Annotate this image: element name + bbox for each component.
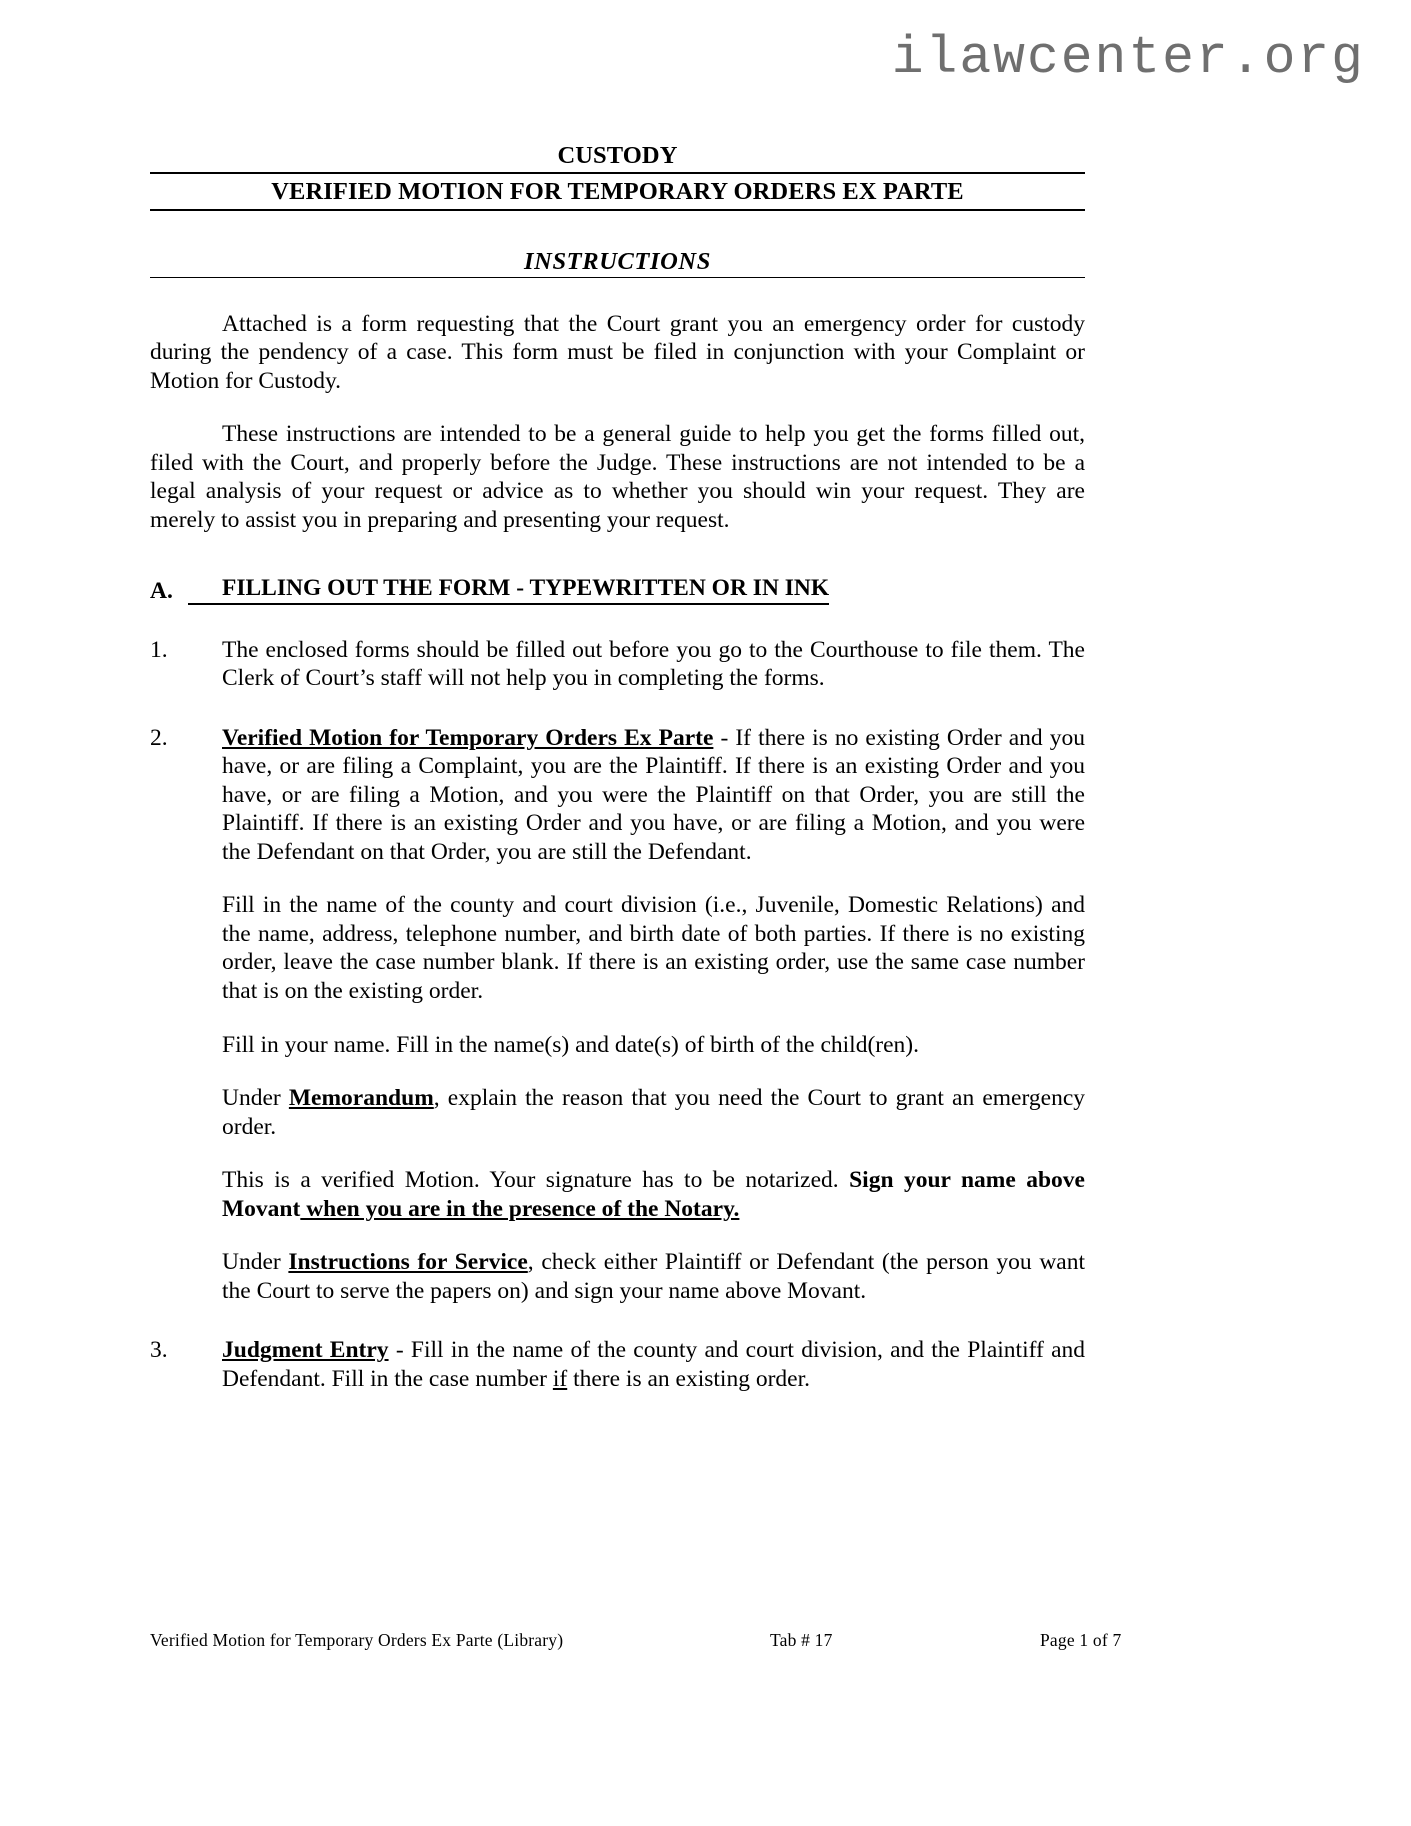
list-item	[150, 1336, 1085, 1393]
list-item-text: - If there is no existing Order and you have, or are filing a Complaint, you are the Plaintiff. If there is an existing Order and you have, or are filing a Motion, and you were the Plaintiff on that Order, you are still the Plaintiff. If there is an existing Order and you have, or are filing a Motion, and you were the Defendant on that Order, you are still the Defendant.	[222, 724, 1085, 865]
spacer	[150, 395, 1085, 420]
document-title-line-2: VERIFIED MOTION FOR TEMPORARY ORDERS EX PARTE	[150, 176, 1085, 210]
list-item-paragraph	[222, 1084, 1085, 1141]
text-fragment: Under	[222, 1249, 289, 1276]
intro-paragraph-1: Attached is a form requesting that the Court grant you an emergency order for custody during the pendency of a case. This form must be filed in conjunction with your Complaint or Motion for Custody.	[150, 310, 1085, 394]
list-item	[150, 636, 1085, 693]
list-item-paragraph	[222, 1166, 1085, 1223]
emphasis-sign-your-name: Sign your name above Movant	[222, 1167, 1085, 1222]
page-footer	[150, 1630, 1180, 1651]
text-fragment: , check either Plaintiff or Defendant (the person you want the Court to serve the papers on) and sign your name above Movant.	[222, 1249, 1085, 1304]
footer-page-number: Page 1 of 7	[1040, 1630, 1122, 1650]
list-item-number: 3.	[150, 1337, 168, 1364]
list-item-paragraph: Fill in the name of the county and court division (i.e., Juvenile, Domestic Relations) and the name, address, telephone number, and birth date of both parties. If there is no existing order, leave the case number blank. If there is an existing order, use the same case number that is on the existing order.	[222, 892, 1085, 1005]
list-item-number: 1.	[150, 636, 168, 663]
section-a-title: FILLING OUT THE FORM - TYPEWRITTEN OR IN INK	[188, 575, 829, 605]
term-verified-motion: Verified Motion for Temporary Orders Ex Parte	[222, 724, 714, 751]
document-title-line-1: CUSTODY	[150, 140, 1085, 174]
text-fragment: there is an existing order.	[567, 1365, 810, 1392]
emphasis-if: if	[552, 1365, 568, 1392]
list-item	[150, 724, 1085, 1306]
list-item-paragraph	[222, 1248, 1085, 1305]
instructions-heading: INSTRUCTIONS	[150, 248, 1085, 278]
footer-tab-number: Tab # 17	[770, 1630, 833, 1650]
text-fragment: , explain the reason that you need the Court to grant an emergency order.	[222, 1085, 1085, 1140]
section-a-heading	[150, 575, 1085, 605]
list-item-paragraph	[222, 724, 1085, 867]
text-fragment: This is a verified Motion. Your signature has to be notarized.	[222, 1167, 850, 1194]
document-title-block	[150, 140, 1085, 278]
list-item-paragraph	[222, 1336, 1085, 1393]
list-item-text: The enclosed forms should be filled out before you go to the Courthouse to file them. The Clerk of Court’s staff will not help you in completing the forms.	[222, 636, 1085, 692]
intro-paragraph-2: These instructions are intended to be a general guide to help you get the forms filled out, filed with the Court, and properly before the Judge. These instructions are not intended to be a legal analysis of your request or advice as to whether you should win your request. They are merely to assist you in preparing and presenting your request.	[150, 421, 1085, 533]
document-content	[150, 140, 1085, 1393]
list-item-body	[222, 724, 1085, 1306]
list-item-number: 2.	[150, 724, 168, 751]
footer-document-name: Verified Motion for Temporary Orders Ex Parte (Library)	[150, 1630, 564, 1650]
list-item-body	[222, 636, 1085, 693]
list-item-paragraph: Fill in your name. Fill in the name(s) and date(s) of birth of the child(ren).	[222, 1031, 919, 1058]
emphasis-presence-of-notary: when you are in the presence of the Notary.	[300, 1195, 740, 1222]
section-a-letter: A.	[150, 577, 173, 604]
spacer	[150, 278, 1085, 310]
list-item-body	[222, 1336, 1085, 1393]
term-instructions-for-service: Instructions for Service	[288, 1249, 528, 1276]
text-fragment: Under	[222, 1085, 289, 1112]
site-watermark: ilawcenter.org	[891, 28, 1365, 88]
text-fragment: - Fill in the name of the county and court division, and the Plaintiff and Defendant. Fill in the case number	[222, 1337, 1086, 1392]
term-memorandum: Memorandum	[288, 1085, 434, 1112]
term-judgment-entry: Judgment Entry	[222, 1337, 389, 1364]
